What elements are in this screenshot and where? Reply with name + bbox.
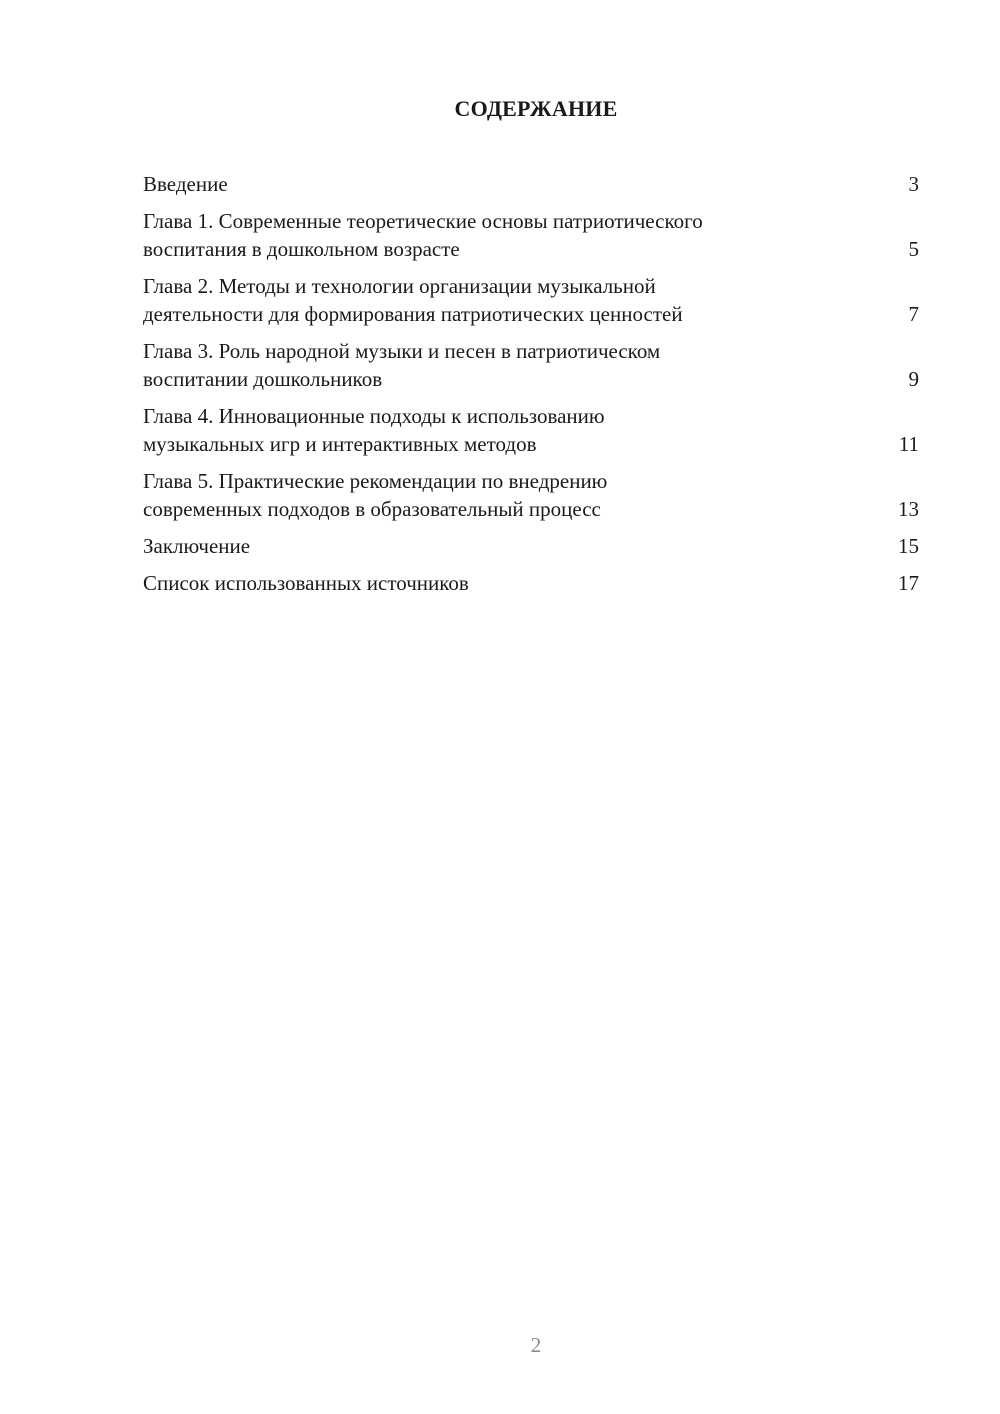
toc-entry-text <box>143 467 889 523</box>
toc-entry-chapter-1 <box>143 207 919 263</box>
toc-entry-line: современных подходов в образовательный процесс <box>143 497 601 521</box>
toc-entry-line: деятельности для формирования патриотических ценностей <box>143 302 683 326</box>
toc-entry-text <box>143 337 889 393</box>
toc-entry-line: Глава 3. Роль народной музыки и песен в патриотическом <box>143 339 661 363</box>
toc-entry-chapter-4 <box>143 402 919 458</box>
toc-entry-chapter-2 <box>143 272 919 328</box>
page-number: 2 <box>530 1333 542 1357</box>
toc-entry-page: 5 <box>908 237 919 261</box>
toc-entry-text <box>143 402 889 458</box>
toc-entry-line: воспитании дошкольников <box>143 367 383 391</box>
toc-entry-line: Введение <box>143 172 228 196</box>
toc-entry-introduction <box>143 170 919 198</box>
toc-entry-page: 11 <box>898 432 919 456</box>
table-of-contents <box>143 170 919 606</box>
toc-entry-line: Глава 2. Методы и технологии организации музыкальной <box>143 274 656 298</box>
toc-entry-page: 15 <box>898 534 919 558</box>
toc-entry-text <box>143 207 889 263</box>
toc-entry-line: Глава 1. Современные теоретические основы патриотического <box>143 209 703 233</box>
toc-entry-text <box>143 532 889 560</box>
toc-entry-text <box>143 272 889 328</box>
toc-entry-text <box>143 170 889 198</box>
toc-entry-page: 3 <box>908 172 919 196</box>
toc-entry-page: 7 <box>908 302 919 326</box>
toc-entry-text <box>143 569 889 597</box>
toc-entry-line: музыкальных игр и интерактивных методов <box>143 432 537 456</box>
toc-entry-conclusion <box>143 532 919 560</box>
toc-entry-line: Заключение <box>143 534 251 558</box>
toc-entry-references <box>143 569 919 597</box>
toc-entry-chapter-3 <box>143 337 919 393</box>
toc-entry-line: Глава 4. Инновационные подходы к использованию <box>143 404 605 428</box>
toc-entry-line: Список использованных источников <box>143 571 469 595</box>
toc-entry-line: Глава 5. Практические рекомендации по внедрению <box>143 469 608 493</box>
toc-entry-page: 13 <box>898 497 919 521</box>
toc-entry-chapter-5 <box>143 467 919 523</box>
toc-entry-page: 17 <box>898 571 919 595</box>
toc-entry-page: 9 <box>908 367 919 391</box>
toc-entry-line: воспитания в дошкольном возрасте <box>143 237 460 261</box>
toc-heading: СОДЕРЖАНИЕ <box>454 96 618 121</box>
